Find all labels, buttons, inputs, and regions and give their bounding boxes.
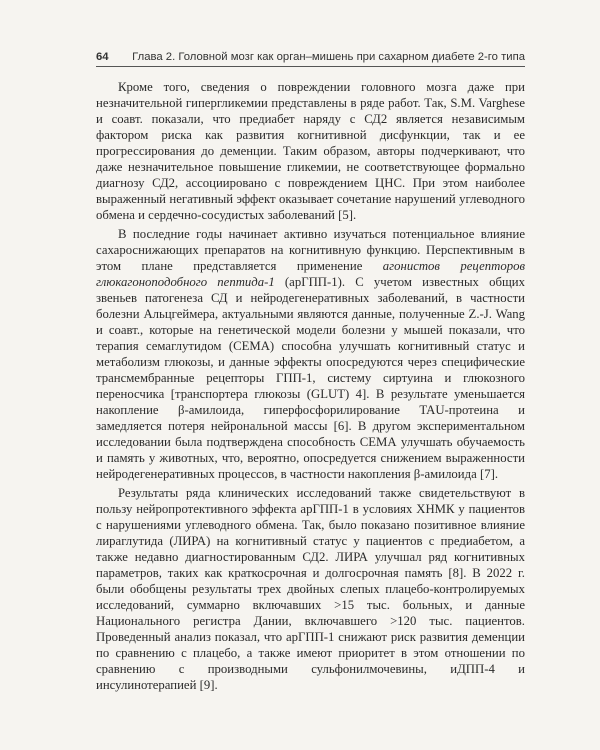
italic-term: агонистов рецепторов глюкагоноподобного пептида-1 bbox=[96, 259, 525, 289]
body-text bbox=[96, 79, 525, 696]
paragraph: Кроме того, сведения о повреждении головного мозга даже при незначительной гипергликемии представлены в ряде работ. Так, S.M. Varghese и соавт. показали, что предиабет наряду с СД2 является независимым фактором риска как развития когнитивной дисфункции, так и ее прогрессирования до деменции. Таким образом, авторы подчеркивают, что даже незначительное повышение гликемии, не соответствующее формально диагнозу СД2, ассоциировано с повреждением ЦНС. При этом наиболее выраженный негативный эффект оказывает сочетание нарушений углеводного обмена и сердечно-сосудистых заболеваний [5]. bbox=[96, 80, 525, 222]
paragraph-text: (арГПП-1). С учетом известных общих звеньев патогенеза СД и нейродегенеративных заболеваний, в частности болезни Альцгеймера, актуальными являются данные, полученные Z.-J. Wang и соавт., которые на генетической модели болезни у мышей показали, что терапия семаглутидом (СЕМА) способна улучшать когнитивный статус и метаболизм глюкозы, и данные эффекты опосредуются через специфические трансмембранные рецепторы ГПП-1, систему сиртуина и глюкозного переносчика [транспортера глюкозы (GLUT) 4]. В результате уменьшается накопление β-амилоида, гиперфосфорилирование TAU-протеина и замедляется потеря нейрональной массы [6]. В другом экспериментальном исследовании была подтверждена способность СЕМА улучшать обучаемость и память у животных, что, вероятно, опосредуется снижением выраженности нейродегенеративных процессов, в частности накопления β-амилоида [7]. bbox=[96, 275, 525, 481]
header-divider bbox=[96, 66, 525, 67]
running-title: Глава 2. Головной мозг как орган–мишень при сахарном диабете 2-го типа bbox=[132, 51, 525, 63]
paragraph-text: В последние годы начинает активно изучаться потенциальное влияние сахароснижающих препаратов на когнитивную функцию. Перспективным в этом плане представляется применение bbox=[96, 227, 525, 273]
paragraph bbox=[96, 226, 525, 482]
page-number: 64 bbox=[96, 51, 109, 63]
paragraph: Результаты ряда клинических исследований также свидетельствуют в пользу нейропротективного эффекта арГПП-1 в условиях ХНМК у пациентов с нарушениями углеводного обмена. Так, было показано позитивное влияние лираглутида (ЛИРА) на когнитивный статус у пациентов с предиабетом, а также недавно диагностированным СД2. ЛИРА улучшал ряд когнитивных параметров, таких как краткосрочная и долгосрочная память [8]. В 2022 г. были обобщены результаты трех двойных слепых плацебо-контролируемых исследований, суммарно включавших >15 тыс. больных, и данные Национального регистра Дании, включавшего >120 тыс. пациентов. Проведенный анализ показал, что арГПП-1 снижают риск развития деменции по сравнению с плацебо, а также имеют приоритет в этом отношении по сравнению с производными сульфонилмочевины, иДПП-4 и инсулинотерапией [9]. bbox=[96, 486, 525, 692]
